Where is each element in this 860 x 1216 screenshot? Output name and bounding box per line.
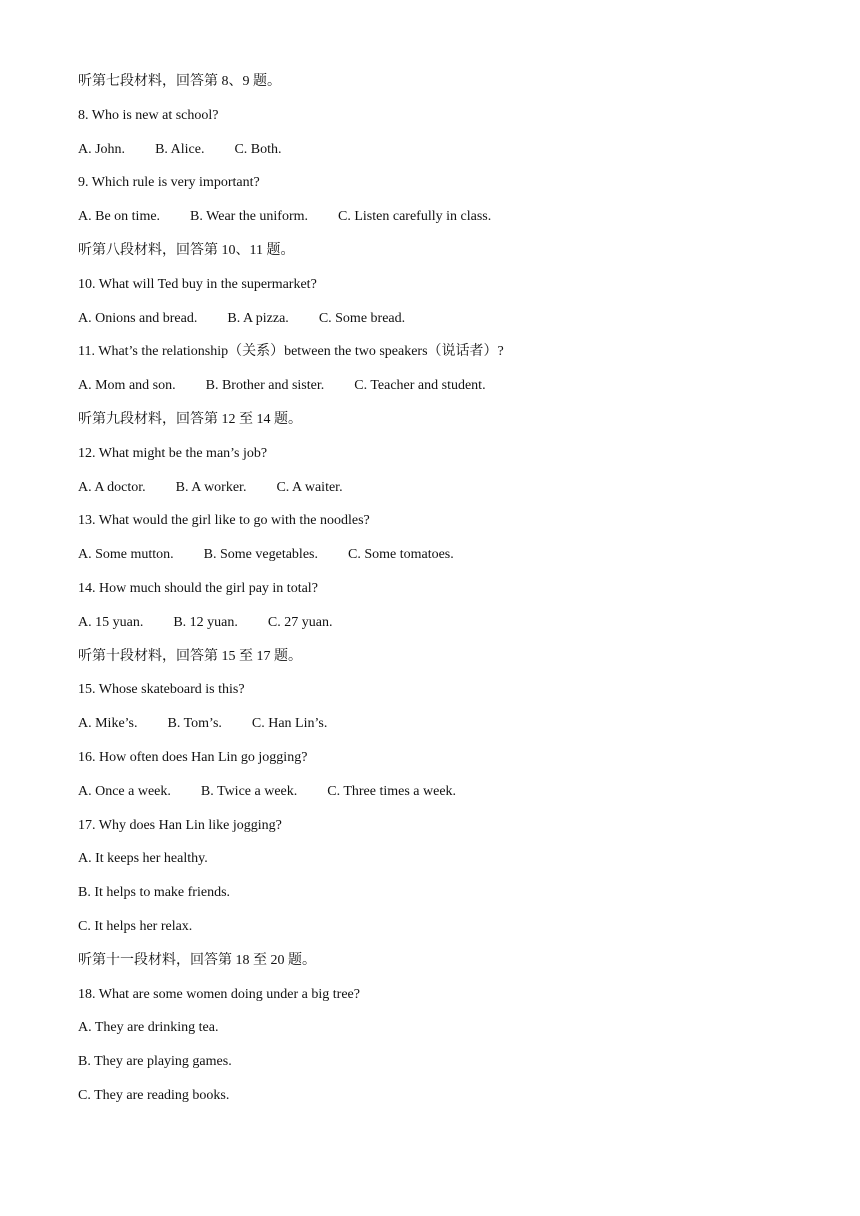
answer-option: B. It helps to make friends. (78, 885, 231, 901)
answer-option: A. Mike’s. (78, 716, 138, 732)
question-text: 12. What might be the man’s job? (78, 445, 268, 461)
answer-option: B. 12 yuan. (173, 614, 238, 630)
question-text: 18. What are some women doing under a big tree? (78, 986, 360, 1002)
answer-option: C. They are reading books. (78, 1087, 230, 1103)
answer-option: B. Twice a week. (200, 783, 298, 799)
answer-option: B. Alice. (155, 141, 205, 157)
section-heading: 听第八段材料，回答第 10、11 题。 (78, 242, 295, 258)
answer-option: A. Some mutton. (78, 547, 174, 563)
question-text: 14. How much should the girl pay in total? (78, 580, 318, 596)
answer-option: C. A waiter. (276, 479, 343, 495)
answer-option: A. 15 yuan. (78, 614, 144, 630)
answer-option: B. Wear the uniform. (190, 209, 309, 225)
section-heading: 听第九段材料，回答第 12 至 14 题。 (78, 411, 302, 427)
options-row (78, 478, 818, 512)
answer-option: A. They are drinking tea. (78, 1020, 219, 1036)
answer-option: C. Both. (234, 141, 282, 157)
section-heading: 听第七段材料，回答第 8、9 题。 (78, 74, 281, 89)
options-row (78, 613, 818, 647)
answer-option: A. Once a week. (78, 783, 171, 799)
answer-option: C. Listen carefully in class. (338, 209, 492, 225)
options-row (78, 714, 818, 748)
answer-option: A. Mom and son. (78, 378, 176, 394)
section-heading: 听第十一段材料，回答第 18 至 20 题。 (78, 952, 316, 968)
answer-option: C. Han Lin’s. (251, 716, 328, 732)
answer-option: C. Teacher and student. (354, 378, 486, 394)
options-row (78, 309, 818, 343)
answer-option: A. John. (78, 141, 126, 157)
question-text: 8. Who is new at school? (78, 107, 219, 123)
options-row (78, 782, 818, 816)
answer-option: A. It keeps her healthy. (78, 851, 208, 867)
answer-option: B. A pizza. (227, 310, 289, 326)
options-row (78, 545, 818, 579)
answer-option: A. A doctor. (78, 479, 146, 495)
answer-option: C. 27 yuan. (267, 614, 333, 630)
answer-option: A. Be on time. (78, 209, 161, 225)
question-text: 11. What’s the relationship（关系）between the two speakers（说话者）? (78, 344, 504, 360)
answer-option: B. They are playing games. (78, 1054, 232, 1070)
question-text: 13. What would the girl like to go with the noodles? (78, 513, 370, 529)
question-text: 9. Which rule is very important? (78, 175, 260, 191)
options-row (78, 207, 818, 241)
question-text: 16. How often does Han Lin go jogging? (78, 749, 308, 765)
question-text: 10. What will Ted buy in the supermarket? (78, 276, 317, 292)
question-text: 15. Whose skateboard is this? (78, 682, 245, 698)
answer-option: B. Tom’s. (167, 716, 222, 732)
answer-option: C. Three times a week. (327, 783, 457, 799)
answer-option: B. A worker. (175, 479, 247, 495)
options-row (78, 140, 818, 174)
answer-option: B. Some vegetables. (203, 547, 318, 563)
answer-option: C. Some tomatoes. (347, 547, 454, 563)
answer-option: B. Brother and sister. (205, 378, 325, 394)
section-heading: 听第十段材料，回答第 15 至 17 题。 (78, 648, 302, 664)
question-text: 17. Why does Han Lin like jogging? (78, 817, 282, 833)
answer-option: C. Some bread. (318, 310, 406, 326)
document-page (78, 72, 818, 1120)
options-row (78, 376, 818, 410)
answer-option: C. It helps her relax. (78, 918, 193, 934)
answer-option: A. Onions and bread. (78, 310, 198, 326)
